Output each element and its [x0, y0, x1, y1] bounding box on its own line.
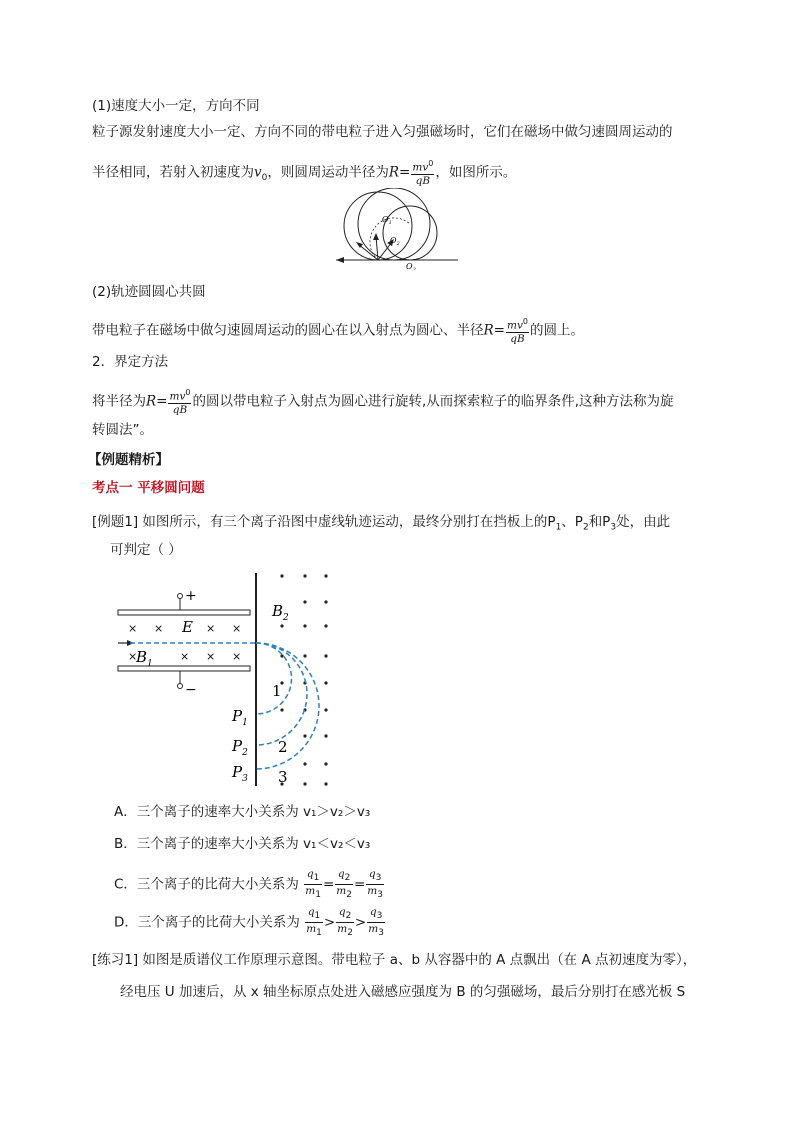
o2-label: $O_2$ — [390, 236, 400, 247]
svg-text:×: × — [154, 622, 164, 635]
radius-fraction: $\frac{mv^0}{qB}$ — [412, 159, 434, 187]
b2-label: $B_2$ — [272, 602, 289, 623]
option-c[interactable]: C．三个离子的比荷大小关系为 $\frac{q_1}{m_1}$ = $\frac{q_2}{m_2}$ = $\frac{q_3}{m_3}$ — [114, 868, 383, 901]
path-label-2: 2 — [278, 738, 288, 756]
practice1-line2: 经电压 U 加速后，从 x 轴坐标原点处进入磁感应强度为 B 的匀强磁场，最后分别打在感光板 S — [120, 984, 686, 1000]
radius-fraction-3: $\frac{mv^0}{qB}$ — [169, 388, 191, 416]
option-d[interactable]: D．三个离子的比荷大小关系为 $\frac{q_1}{m_1}$ > $\frac{q_2}{m_2}$ > $\frac{q_3}{m_3}$ — [114, 906, 384, 939]
option-a[interactable]: A．三个离子的速率大小关系为 v₁＞v₂＞v₃ — [114, 804, 371, 820]
svg-text:×: × — [128, 622, 138, 635]
point-title: 考点一 平移圆问题 — [92, 480, 205, 496]
p3-label: $P_3$ — [232, 763, 248, 784]
option-b[interactable]: B．三个离子的速率大小关系为 v₁＜v₂＜v₃ — [114, 836, 371, 852]
example1-line1: [例题1] 如图所示，有三个离子沿图中虚线轨迹运动，最终分别打在挡板上的$P_1$、$P_2$和$P_3$处，由此 — [92, 514, 671, 533]
section1-para-line1: 粒子源发射速度大小一定、方向不同的带电粒子进入匀强磁场时，它们在磁场中做匀速圆周运动的 — [92, 124, 673, 140]
path-label-1: 1 — [272, 682, 282, 700]
plus-sign: + — [185, 588, 197, 604]
section2-heading: (2)轨迹圆圆心共圆 — [92, 284, 206, 300]
practice1-line1: [练习1] 如图是质谱仪工作原理示意图。带电粒子 a、b 从容器中的 A 点飘出（在 A 点初速度为零）， — [92, 952, 697, 968]
b1-label: $B_1$ — [136, 648, 153, 669]
section3-heading: 2．界定方法 — [92, 354, 169, 370]
section1-heading: (1)速度大小一定，方向不同 — [92, 98, 260, 114]
p2-label: $P_2$ — [232, 737, 248, 758]
svg-text:×: × — [206, 650, 216, 663]
radius-fraction-2: $\frac{mv^0}{qB}$ — [506, 317, 528, 345]
svg-text:×: × — [206, 622, 216, 635]
minus-sign: − — [185, 682, 197, 698]
o3-label: $O_3$ — [406, 262, 416, 270]
section2-para: 带电粒子在磁场中做匀速圆周运动的圆心在以入射点为圆心、半径R= $\frac{mv^0}{qB}$ 的圆上。 — [92, 317, 584, 345]
example1-line2: 可判定（ ） — [110, 542, 182, 558]
e-field-label: E — [182, 618, 193, 636]
path-label-3: 3 — [278, 768, 288, 786]
example-header: 【例题精析】 — [88, 452, 169, 468]
svg-text:×: × — [232, 622, 242, 635]
velocity-selector-figure — [110, 568, 340, 793]
svg-text:×: × — [180, 650, 190, 663]
section1-para-line2: 半径相同，若射入初速度为$v_0$，则圆周运动半径为R= $\frac{mv^0}{qB}$ ，如图所示。 — [92, 159, 517, 187]
svg-text:×: × — [128, 650, 138, 663]
section3-para-line2: 转圆法”。 — [92, 422, 153, 438]
section3-para-line1: 将半径为R= $\frac{mv^0}{qB}$ 的圆以带电粒子入射点为圆心进行旋转,从而探索粒子的临界条件,这种方法称为旋 — [92, 388, 674, 416]
o1-label: $O_1$ — [382, 215, 392, 226]
p1-label: $P_1$ — [232, 707, 248, 728]
svg-text:×: × — [232, 650, 242, 663]
rotating-circles-figure — [330, 188, 465, 270]
